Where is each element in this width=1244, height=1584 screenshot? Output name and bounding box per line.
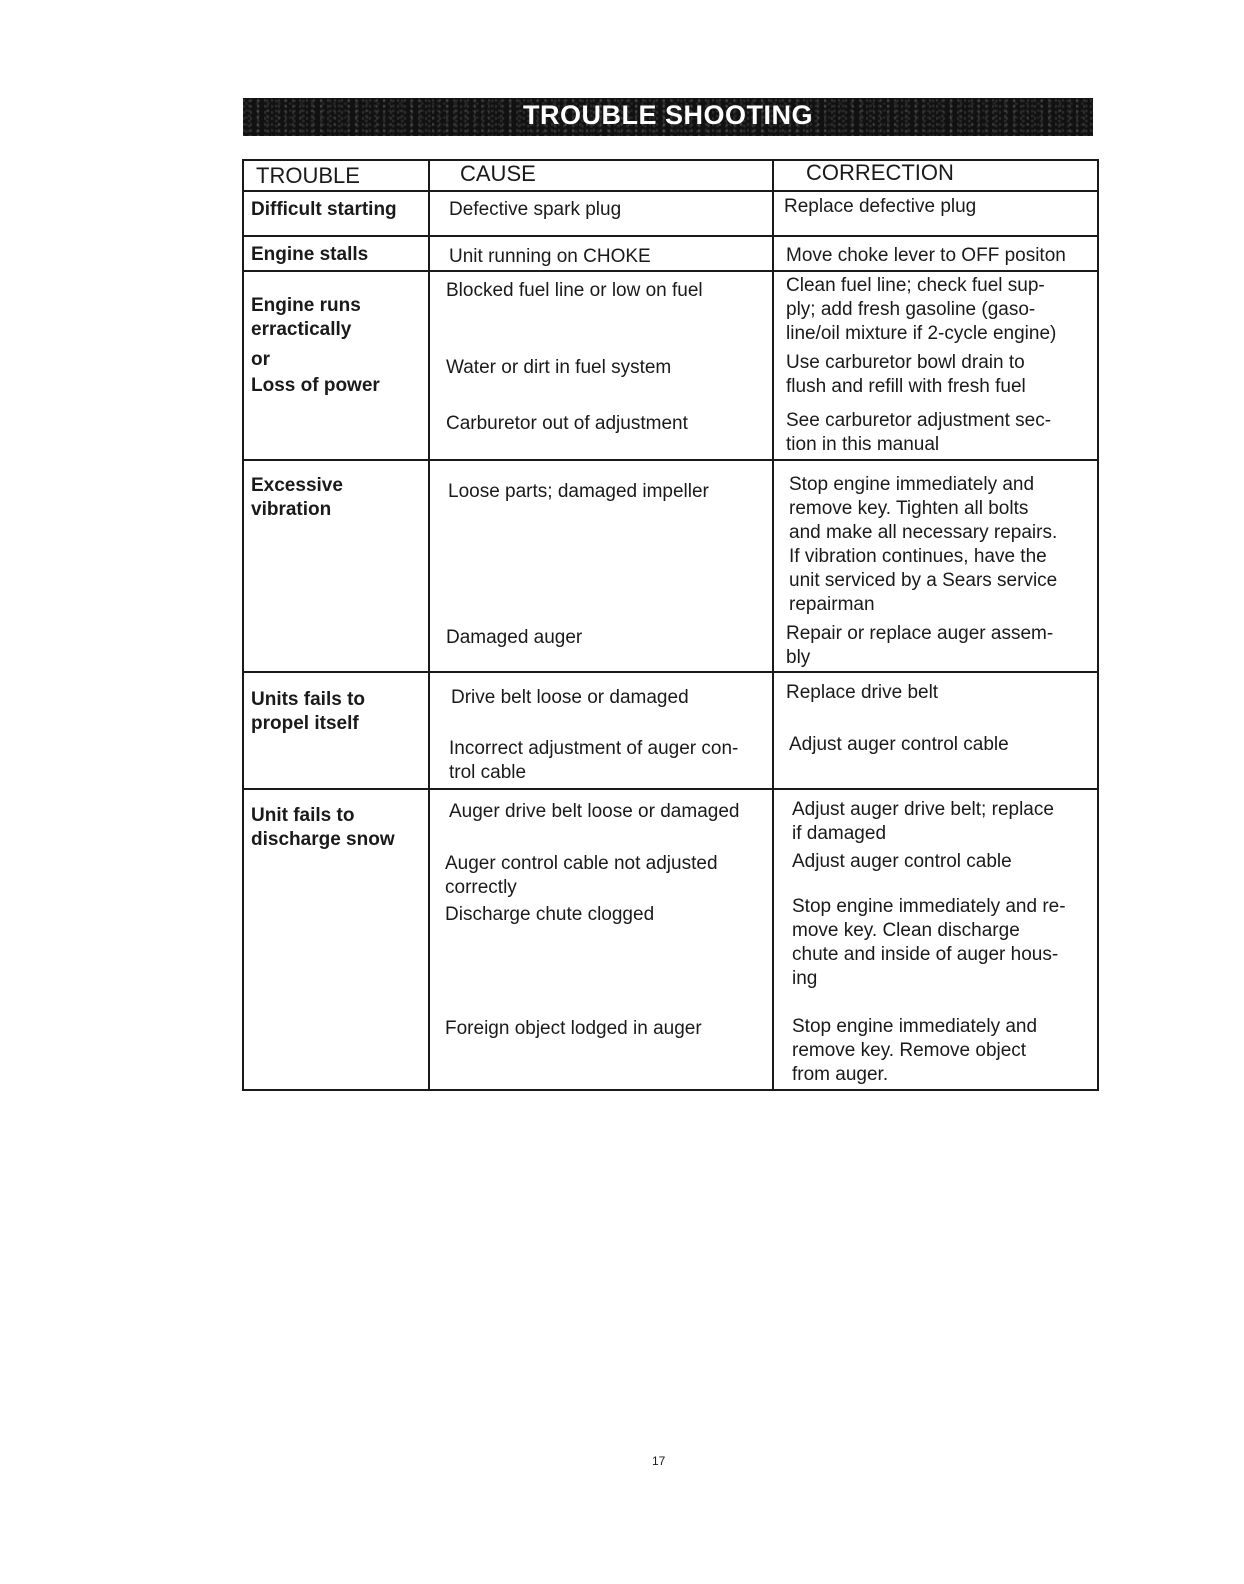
cause-text: Blocked fuel line or low on fuel	[446, 280, 703, 301]
cause-text: Incorrect adjustment of auger con-	[449, 738, 739, 759]
correction-text: bly	[786, 647, 811, 668]
correction-text: Replace drive belt	[786, 682, 939, 703]
cause-text: Auger drive belt loose or damaged	[449, 801, 740, 822]
row-divider	[242, 459, 1099, 461]
correction-text: Stop engine immediately and	[789, 474, 1035, 495]
correction-text: Adjust auger drive belt; replace	[792, 799, 1054, 820]
correction-text: tion in this manual	[786, 434, 940, 455]
correction-text: Replace defective plug	[784, 196, 977, 217]
cause-text: Drive belt loose or damaged	[451, 687, 689, 708]
correction-text: remove key. Remove object	[792, 1040, 1027, 1061]
correction-text: See carburetor adjustment sec-	[786, 410, 1052, 431]
section-banner	[243, 98, 1093, 136]
correction-text: repairman	[789, 594, 875, 615]
cause-text: Carburetor out of adjustment	[446, 413, 688, 434]
correction-text: flush and refill with fresh fuel	[786, 376, 1026, 397]
correction-text: ing	[792, 968, 818, 989]
correction-text: chute and inside of auger hous-	[792, 944, 1059, 965]
correction-text: line/oil mixture if 2-cycle engine)	[786, 323, 1057, 344]
correction-text: Adjust auger control cable	[789, 734, 1009, 755]
header-trouble: TROUBLE	[256, 163, 360, 188]
correction-text: Use carburetor bowl drain to	[786, 352, 1025, 373]
cause-text: correctly	[445, 877, 517, 898]
correction-text: Stop engine immediately and	[792, 1016, 1038, 1037]
header-cause: CAUSE	[460, 161, 536, 186]
row-divider	[242, 788, 1099, 790]
correction-text: and make all necessary repairs.	[789, 522, 1058, 543]
correction-text: remove key. Tighten all bolts	[789, 498, 1029, 519]
table-border-left	[242, 160, 244, 1090]
trouble-excessive-vibration: vibration	[251, 499, 332, 520]
correction-text: Adjust auger control cable	[792, 851, 1012, 872]
trouble-fails-to-propel: propel itself	[251, 713, 359, 734]
row-divider	[242, 671, 1099, 673]
trouble-engine-runs: erractically	[251, 319, 352, 340]
cause-text: trol cable	[449, 762, 527, 783]
trouble-fails-to-discharge: Unit fails to	[251, 805, 355, 826]
correction-text: If vibration continues, have the	[789, 546, 1047, 567]
header-underline	[242, 190, 1099, 192]
trouble-engine-stalls: Engine stalls	[251, 244, 369, 265]
correction-text: Move choke lever to OFF positon	[786, 245, 1066, 266]
table-border-bottom	[242, 1089, 1099, 1091]
table-border-right	[1097, 160, 1099, 1090]
correction-text: Repair or replace auger assem-	[786, 623, 1054, 644]
page-number: 17	[652, 1454, 666, 1468]
cause-text: Defective spark plug	[449, 199, 622, 220]
trouble-engine-runs: or	[251, 349, 270, 370]
trouble-fails-to-discharge: discharge snow	[251, 829, 395, 850]
table-border-top	[242, 159, 1099, 161]
table-divider-1	[428, 160, 430, 1090]
trouble-fails-to-propel: Units fails to	[251, 689, 366, 710]
table-divider-2	[772, 160, 774, 1090]
banner-title: TROUBLE SHOOTING	[523, 100, 813, 130]
trouble-difficult-starting: Difficult starting	[251, 199, 397, 220]
correction-text: unit serviced by a Sears service	[789, 570, 1058, 591]
correction-text: Clean fuel line; check fuel sup-	[786, 275, 1045, 296]
correction-text: from auger.	[792, 1064, 889, 1085]
correction-text: ply; add fresh gasoline (gaso-	[786, 299, 1036, 320]
header-correction: CORRECTION	[806, 160, 954, 185]
cause-text: Loose parts; damaged impeller	[448, 481, 709, 502]
row-divider	[242, 235, 1099, 237]
cause-text: Foreign object lodged in auger	[445, 1018, 702, 1039]
trouble-loss-of-power: Loss of power	[251, 375, 380, 396]
correction-text: if damaged	[792, 823, 887, 844]
trouble-engine-runs: Engine runs	[251, 295, 361, 316]
trouble-excessive-vibration: Excessive	[251, 475, 343, 496]
cause-text: Damaged auger	[446, 627, 583, 648]
row-divider	[242, 270, 1099, 272]
cause-text: Unit running on CHOKE	[449, 246, 651, 267]
correction-text: move key. Clean discharge	[792, 920, 1020, 941]
correction-text: Stop engine immediately and re-	[792, 896, 1066, 917]
cause-text: Auger control cable not adjusted	[445, 853, 718, 874]
cause-text: Water or dirt in fuel system	[446, 357, 672, 378]
cause-text: Discharge chute clogged	[445, 904, 655, 925]
